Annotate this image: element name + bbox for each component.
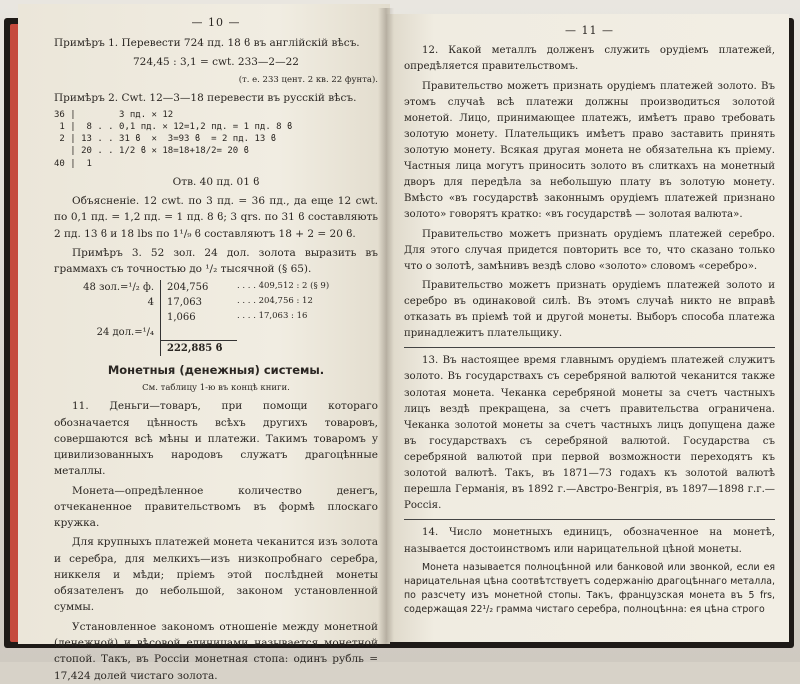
example-1-line-2: 724,45 : 3,1 = cwt. 233—2—22 xyxy=(133,56,299,69)
example-2-line-1: Примѣръ 2. Cwt. 12—3—18 перевести въ русскій вѣсъ. xyxy=(54,91,357,104)
paragraph-13: 13. Въ настоящее время главнымъ орудіемъ платежей служитъ золото. Въ государствахъ съ серебряной валютой чеканится также золотая монета. Чеканка серебряной монеты за счетъ частныхъ лицъ вездѣ прекращена, за счетъ правительства ограничена. Чеканка золотой монеты за счетъ частныхъ лицъ допущена даже въ государствахъ съ серебряной валютой. Государства съ серебряной валютой при первой возможности переходятъ къ золотой валютѣ. Такъ, въ 1871—73 годахъ къ золотой валютѣ перешла Германія, въ 1892 г.—Австро-Венгрія, въ 1897—1898 г.г.—Россія. xyxy=(404,355,775,512)
divider xyxy=(404,519,775,520)
example-1-note: (т. е. 233 цент. 2 кв. 22 фунта). xyxy=(238,74,378,85)
table-cell-note xyxy=(237,325,378,340)
table-cell-left: 48 зол.=¹/₂ ф. xyxy=(83,282,154,294)
paragraph-12: 12. Какой металлъ долженъ служить орудіемъ платежей, опредѣляется правительствомъ. xyxy=(404,45,775,73)
right-page xyxy=(386,14,789,642)
example-1-line-1: Примѣръ 1. Перевести 724 пд. 18 ϐ въ англійскій вѣсъ. xyxy=(54,37,360,50)
paragraph-krupnyh: Для крупныхъ платежей монета чеканится изъ золота и серебра, для мелкихъ—изъ низкопробнаго серебра, никкеля и мѣди; пріемъ этой послѣдней монеты обязателенъ до небольшой, законом установленной суммы. xyxy=(54,536,378,614)
table-cell-value: 1,066 xyxy=(160,310,237,325)
table-row xyxy=(54,325,378,340)
conversion-table xyxy=(54,280,378,356)
paragraph-serebro: Правительство можетъ признать орудіемъ платежей серебро. Для этого случая придется повторить все то, что сказано только что о золотѣ, замѣнивъ вездѣ слово «золото» словомъ «серебро». xyxy=(404,228,775,272)
table-cell-left: 24 дол.=¹/₄ xyxy=(96,327,154,339)
paragraph-polnocen: Монета называется полноцѣнной или банковой или звонкой, если ея нарицательная цѣна соотвѣтствуетъ содержанію драгоцѣннаго металла, по разсчету изъ монетной стопы. Такъ, французская монета въ 5 frs, содержащая 22¹/₂ грамма чистаго серебра, полноцѣнна: ея цѣна строго xyxy=(404,561,775,615)
left-page xyxy=(18,4,390,682)
table-row xyxy=(54,310,378,325)
paragraph-oba: Правительство можетъ признать орудіемъ платежей золото и серебро въ одинаковой силѣ. Въ этомъ случаѣ никто не вправѣ отказать въ пріемѣ той и другой монеты. Выборъ способа платежа принадлежитъ плательщику. xyxy=(404,279,775,340)
table-cell-note: . . . . 409,512 : 2 (§ 9) xyxy=(237,281,330,292)
explanation-paragraph: Объясненіе. 12 cwt. по 3 пд. = 36 пд., да еще 12 cwt. по 0,1 пд. = 1,2 пд. = 1 пд. 8 ϐ; 3 qrs. по 31 ϐ составляють 2 пд. 13 ϐ и 18 lbs по 1¹/₉ ϐ составляютъ 18 + 2 = 20 ϐ. xyxy=(54,194,378,240)
example-3: Примѣръ 3. 52 зол. 24 дол. золота выразить въ граммахъ съ точностью до ¹/₂ тысячной (§ 65). xyxy=(54,246,378,276)
book-gutter-shadow xyxy=(378,8,394,644)
paragraph-14: 14. Число монетныхъ единицъ, обозначенное на монетѣ, называется достоинствомъ или нарицательной цѣной монеты. xyxy=(404,527,775,555)
example-2-calculation: 36 | 3 пд. ✕ 12 1 | 8 . . 0,1 пд. ✕ 12=1,2 пд. = 1 пд. 8 ϐ 2 | 13 . . 31 ϐ ✕ 3=93 ϐ = 2 пд. 13 ϐ | 20 . . 1/2 ϐ ✕ 18=18+18/2= 20 ϐ 40 | 1 xyxy=(54,110,293,169)
section-subheading: См. таблицу 1-ю въ концѣ книги. xyxy=(142,383,290,394)
paragraph-zoloto: Правительство можетъ признать орудіемъ платежей золото. Въ этомъ случаѣ всѣ платежи должны производиться золотой монетой. Лицо, принимающее платежъ, имѣетъ право требовать золотую монету. Плательщикъ имѣетъ право заставить принять золотую монету. Всякая другая монета не обязательна къ пріему. Частныя лица могутъ приносить золото въ слиткахъ на монетный дворъ для передѣла за небольшую плату въ золотую монету. Вмѣсто «въ государствѣ законнымъ орудіемъ платежей признано золото» говорятъ кратко: «въ государствѣ — золотая валюта». xyxy=(404,80,775,221)
paragraph-stopa: Установленное закономъ отношеніе между монетной (денежной) и вѣсовой единицами называется монетной стопой. Такъ, въ Россіи монетная стопа: одинъ рубль = 17,424 долей чистаго золота. xyxy=(54,620,378,682)
table-cell-value: 17,063 xyxy=(160,295,237,310)
table-cell-value xyxy=(160,325,237,340)
table-row xyxy=(54,280,378,295)
table-cell-value: 204,756 xyxy=(160,280,237,295)
page-number-right: — 11 — xyxy=(565,24,614,37)
example-2-answer: Отв. 40 пд. 01 ϐ xyxy=(172,175,260,188)
divider xyxy=(404,347,775,348)
table-cell-left: 4 xyxy=(147,297,154,309)
table-total: 222,885 ϐ xyxy=(160,340,237,356)
paragraph-11: 11. Деньги—товаръ, при помощи котораго обозначается цѣнность всѣхъ другихъ товаровъ, совершаются всѣ мѣны и платежи. Такимъ товаромъ у цивилизованныхъ народовъ служатъ драгоцѣнные металлы. xyxy=(54,400,378,478)
table-cell-note: . . . . 17,063 : 16 xyxy=(237,311,308,322)
table-total-row xyxy=(54,340,378,356)
table-row xyxy=(54,295,378,310)
page-number-left: — 10 — xyxy=(191,16,241,29)
section-heading: Монетныя (денежныя) системы. xyxy=(107,363,325,378)
paragraph-moneta: Монета—опредѣленное количество денегъ, отчеканенное правительствомъ въ формѣ плоскаго кружка. xyxy=(54,484,378,530)
table-cell-left xyxy=(54,310,160,325)
table-cell-note: . . . . 204,756 : 12 xyxy=(237,296,313,307)
